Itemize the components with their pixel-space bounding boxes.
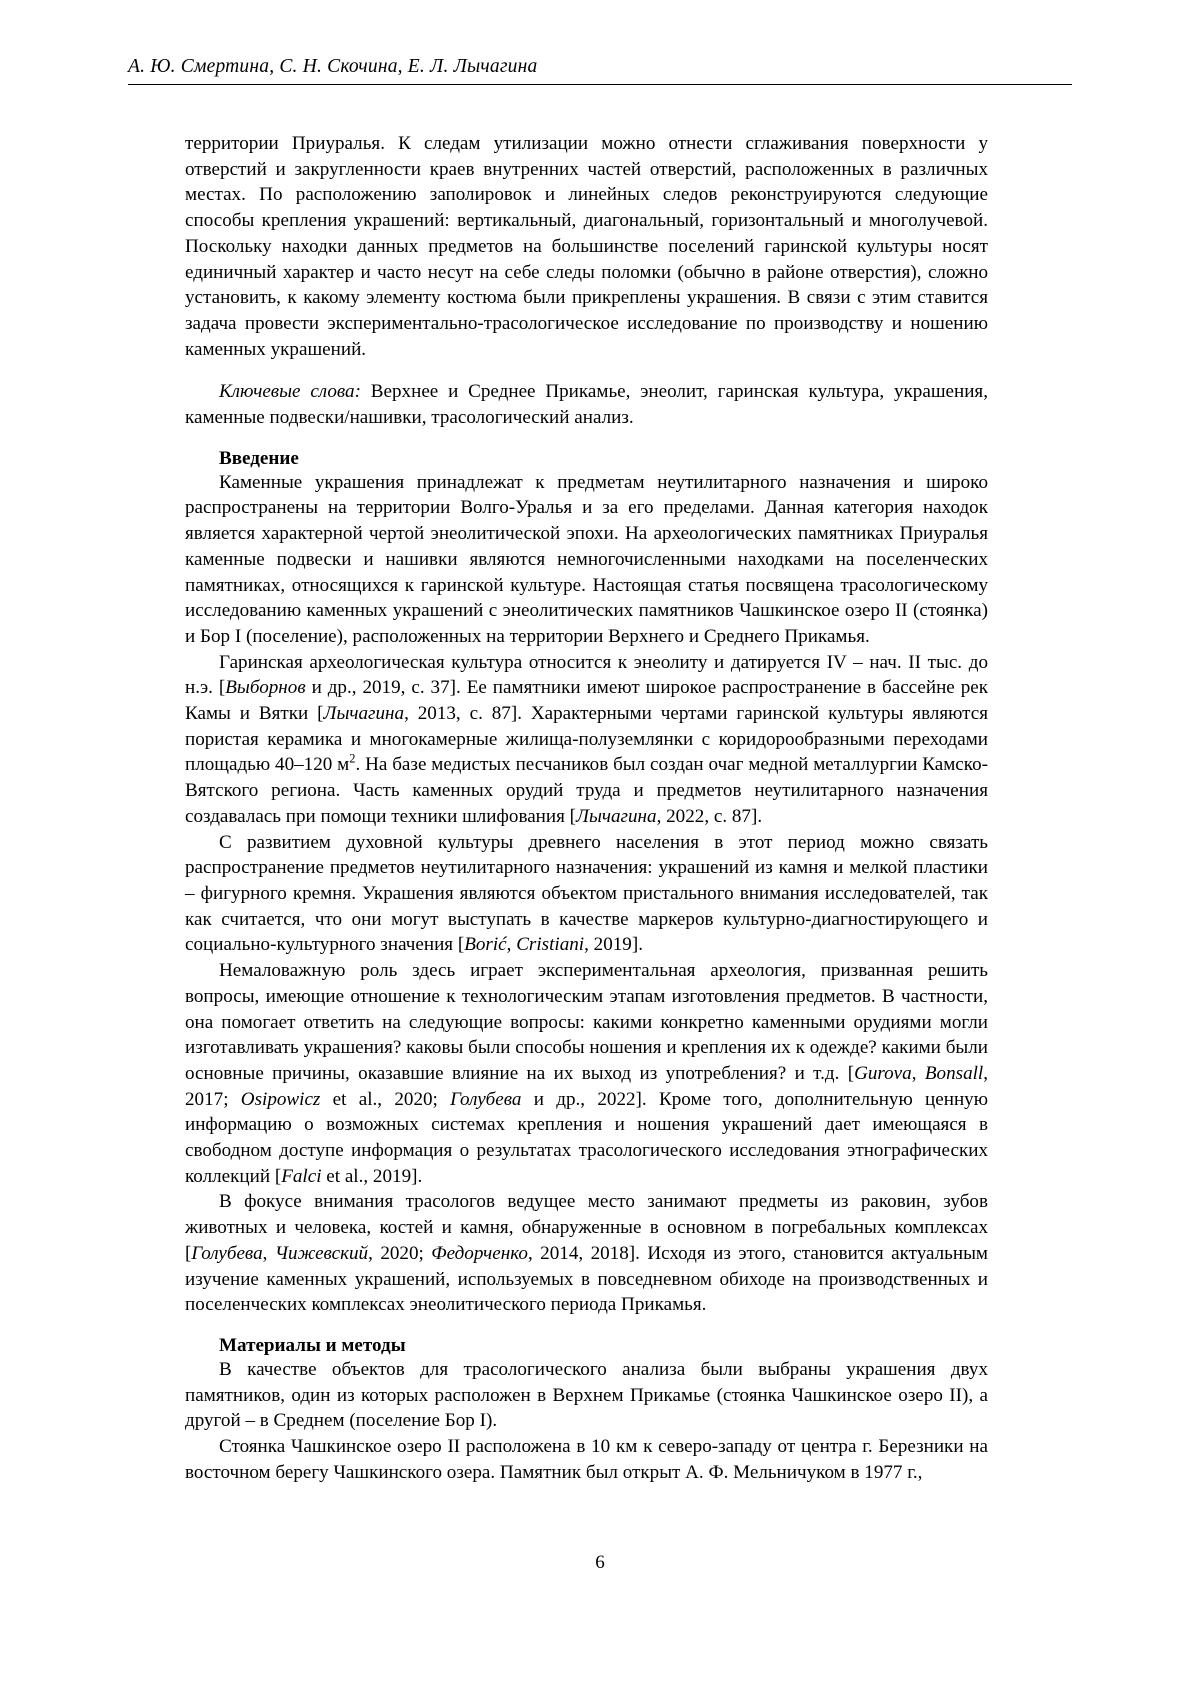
citation-author: Лычагина [576,805,657,827]
text-run: , [506,934,517,956]
citation-author: Gurova [854,1062,912,1084]
text-run: С развитием духовной культуры древнего населения в этот период можно связать распространение предметов неутилитарного назначения: украшений из камня и мелкой пластики – фигурного кремня. Украшения являются объектом пристального внимания исследователей, так как считается, что они могут выступать в качестве маркеров культурно-диагностирующего и социально-культурного значения [ [185,831,988,956]
intro-paragraph-1: Каменные украшения принадлежат к предметам неутилитарного назначения и широко распространены на территории Волго-Уралья и за его пределами. Данная категория находок является характерной чертой энеолитической эпохи. На археологических памятниках Приуралья каменные подвески и нашивки являются немногочисленными находками на поселенческих памятниках, относящихся к гаринской культуре. Настоящая статья посвящена трасологическому исследованию каменных украшений с энеолитических памятников Чашкинское озеро II (стоянка) и Бор I (поселение), расположенных на территории Верхнего и Среднего Прикамья. [185,471,988,647]
intro-paragraph-4 [185,958,988,1189]
text-run: , 2019]. [584,934,643,956]
text-run: и др., 2022]. Кроме того, дополнительную ценную информацию о возможных системах крепления и ношения украшений дает имеющаяся в свободном доступе информация о результатах трасологического исследования этнографических коллекций [ [185,1088,988,1187]
citation-author: Borić [464,934,507,956]
text-run: , 2022, с. 87]. [656,805,763,827]
keywords-label: Ключевые слова: [219,381,361,403]
superscript-exponent: 2 [349,752,356,767]
citation-author: Голубева [450,1088,522,1110]
paragraph-continued: территории Приуралья. К следам утилизации можно отнести сглаживания поверхности у отверстий и закругленности краев внутренних частей отверстий, расположенных в различных местах. По расположению заполировок и линейных следов реконструируются следующие способы крепления украшений: вертикальный, диагональный, горизонтальный и многолучевой. Поскольку находки данных предметов на большинстве поселений гаринской культуры носят единичный характер и часто несут на себе следы поломки (обычно в районе отверстия), сложно установить, к какому элементу костюма были прикреплены украшения. В связи с этим ставится задача провести экспериментально-трасологическое исследование по производству и ношению каменных украшений. [185,133,988,360]
citation-author: Федорченко [431,1242,528,1264]
text-run: et al., 2020; [320,1088,451,1110]
text-run: , 2017; [185,1062,989,1110]
citation-author: Falci [281,1165,322,1187]
text-run: , [262,1242,275,1264]
citation-author: Выборнов [225,677,306,699]
text-run: Гаринская археологическая культура относится к энеолиту и датируется IV – нач. II тыс. до н.э. [ [185,651,988,699]
citation-author: Лычагина [323,703,405,725]
citation-author: Голубева [191,1242,263,1264]
page-number: 6 [595,1552,605,1573]
page-body [185,131,988,1485]
running-head-authors: А. Ю. Смертина, С. Н. Скочина, Е. Л. Лычагина [128,56,538,77]
text-run: и др., 2019, с. 37]. Ее памятники имеют широкое распространение в бассейне рек Камы и Вятки [ [185,677,989,725]
keywords-paragraph [185,379,988,430]
heading-materials-and-methods: Материалы и методы [219,1334,406,1356]
text-run: , [911,1062,925,1084]
text-run: , 2014, 2018]. Исходя из этого, становится актуальным изучение каменных украшений, используемых в повседневном обиходе на производственных и поселенческих комплексах энеолитического периода Прикамья. [185,1242,988,1316]
citation-author: Чижевский [274,1242,369,1264]
citation-author: Bonsall [924,1062,984,1084]
text-run: В фокусе внимания трасологов ведущее место занимают предметы из раковин, зубов животных и человека, костей и камня, обнаруженные в основном в погребальных комплексах [ [185,1191,988,1264]
text-run: . На базе медистых песчаников был создан очаг медной металлургии Камско-Вятского региона. Часть каменных орудий труда и предметов неутилитарного назначения создавалась при помощи техники шлифования [ [185,754,988,827]
intro-paragraph-2 [185,650,988,830]
running-head-rule [128,84,1072,85]
text-run: , 2020; [368,1242,432,1264]
keywords-text: Верхнее и Среднее Прикамье, энеолит, гаринская культура, украшения, каменные подвески/нашивки, трасологический анализ. [185,381,988,429]
running-head [128,56,1072,85]
intro-paragraph-3 [185,830,988,959]
text-run: et al., 2019]. [321,1165,423,1187]
intro-paragraph-5 [185,1189,988,1318]
methods-paragraph-1: В качестве объектов для трасологического анализа были выбраны украшения двух памятников, один из которых расположен в Верхнем Прикамье (стоянка Чашкинское озеро II), а другой – в Среднем (поселение Бор I). [185,1358,988,1432]
text-run: Немаловажную роль здесь играет экспериментальная археология, призванная решить вопросы, имеющие отношение к технологическим этапам изготовления предметов. В частности, она помогает ответить на следующие вопросы: какими конкретно каменными орудиями могли изготавливать украшения? каковы были способы ношения и крепления их к одежде? какими были основные причины, оказавшие влияние на их выход из употребления? и т.д. [ [185,960,988,1084]
citation-author: Cristiani [516,934,585,956]
heading-introduction: Введение [219,447,299,469]
citation-author: Osipowicz [240,1088,321,1110]
methods-paragraph-2: Стоянка Чашкинское озеро II расположена в 10 км к северо-западу от центра г. Березники на восточном берегу Чашкинского озера. Памятник был открыт А. Ф. Мельничуком в 1977 г., [185,1436,988,1483]
text-run: , 2013, с. 87]. Характерными чертами гаринской культуры являются пористая керамика и многокамерные жилища-полуземлянки с коридорообразными переходами площадью 40–120 м [185,703,989,776]
